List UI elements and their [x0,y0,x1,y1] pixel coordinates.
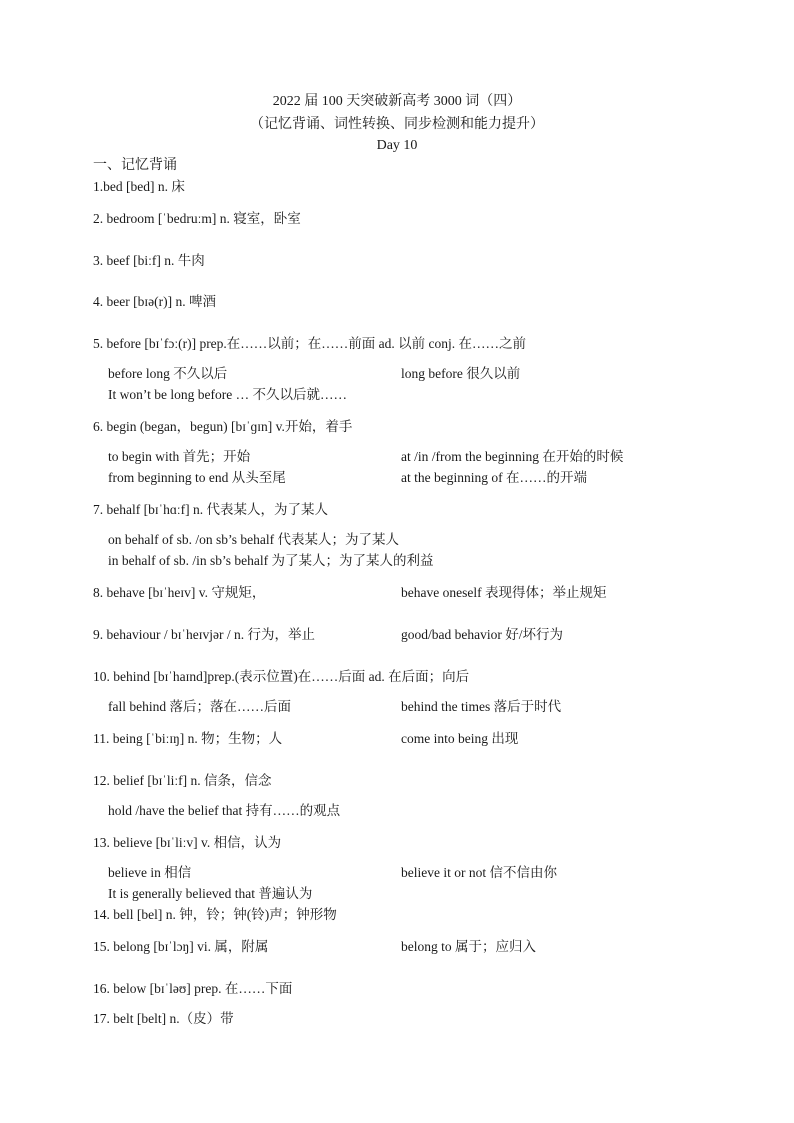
entry-8-headword: 8. behave [bɪˈheɪv] v. 守规矩， [93,585,266,600]
entry-12-headword: 12. belief [bɪˈliːf] n. 信条，信念 [93,773,272,788]
entry-8-phrase-1: behave oneself 表现得体；举止规矩 [401,585,607,600]
entry-5-phrase-1: before long 不久以后 [108,366,228,381]
entry-10-phrase-1: fall behind 落后；落在……后面 [108,699,291,714]
entry-3-headword: 3. beef [biːf] n. 牛肉 [93,253,205,268]
entry-13-phrase-2: believe it or not 信不信由你 [401,865,557,880]
entry-15-phrase-1: belong to 属于；应归入 [401,939,536,954]
entry-5-phrase-3: It won’t be long before … 不久以后就…… [108,387,347,402]
entry-6-phrase-2: at /in /from the beginning 在开始的时候 [401,449,624,464]
entry-5-phrase-2: long before 很久以前 [401,366,521,381]
entry-9-headword: 9. behaviour / bɪˈheɪvjər / n. 行为，举止 [93,627,315,642]
entry-14-headword: 14. bell [bel] n. 钟，铃；钟(铃)声；钟形物 [93,907,337,922]
entry-6-phrase-4: at the beginning of 在……的开端 [401,470,587,485]
entry-7-phrase-2: in behalf of sb. /in sb’s behalf 为了某人；为了某人的利益 [108,553,434,568]
entry-17-headword: 17. belt [belt] n.（皮）带 [93,1011,234,1026]
document-subtitle: （记忆背诵、词性转换、同步检测和能力提升） [250,117,544,132]
entry-13-headword: 13. believe [bɪˈliːv] v. 相信，认为 [93,835,282,850]
entry-13-phrase-3: It is generally believed that 普遍认为 [108,886,313,901]
day-label: Day 10 [376,138,418,153]
entry-10-headword: 10. behind [bɪˈhaɪnd]prep.(表示位置)在……后面 ad. 在后面；向后 [93,669,470,684]
entry-7-headword: 7. behalf [bɪˈhɑːf] n. 代表某人，为了某人 [93,502,329,517]
entry-6-headword: 6. begin (began，begun) [bɪˈɡɪn] v.开始，着手 [93,419,353,434]
entry-1-headword: 1.bed [bed] n. 床 [93,179,185,194]
entry-11-headword: 11. being [ˈbiːɪŋ] n. 物；生物；人 [93,731,283,746]
entry-2-headword: 2. bedroom [ˈbedruːm] n. 寝室，卧室 [93,211,301,226]
entry-16-headword: 16. below [bɪˈləʊ] prep. 在……下面 [93,981,293,996]
section-heading: 一、记忆背诵 [93,158,177,173]
entry-15-headword: 15. belong [bɪˈlɔŋ] vi. 属，附属 [93,939,269,954]
entry-6-phrase-3: from beginning to end 从头至尾 [108,470,286,485]
entry-13-phrase-1: believe in 相信 [108,865,192,880]
entry-4-headword: 4. beer [bɪə(r)] n. 啤酒 [93,294,216,309]
entry-5-headword: 5. before [bɪˈfɔː(r)] prep.在……以前；在……前面 ad. 以前 conj. 在……之前 [93,336,527,351]
entry-10-phrase-2: behind the times 落后于时代 [401,699,562,714]
entry-9-phrase-1: good/bad behavior 好/坏行为 [401,627,563,642]
document-title: 2022 届 100 天突破新高考 3000 词（四） [272,94,522,109]
entry-6-phrase-1: to begin with 首先；开始 [108,449,251,464]
entry-12-phrase-1: hold /have the belief that 持有……的观点 [108,803,341,818]
entry-7-phrase-1: on behalf of sb. /on sb’s behalf 代表某人；为了某人 [108,532,399,547]
entry-11-phrase-1: come into being 出现 [401,731,519,746]
